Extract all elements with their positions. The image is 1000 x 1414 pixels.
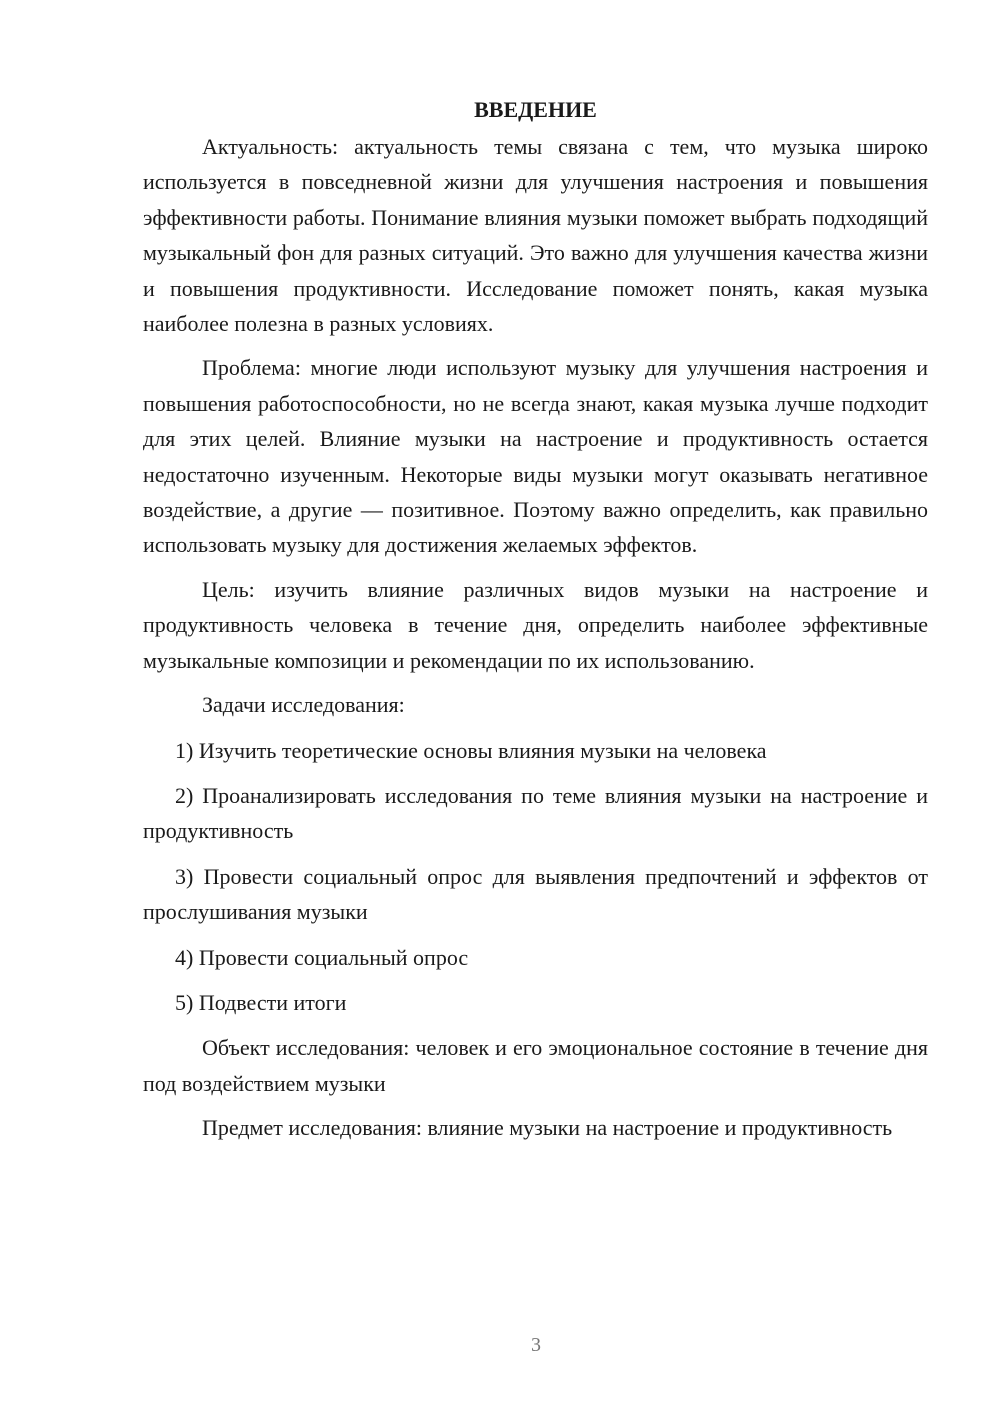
problem-paragraph: Проблема: многие люди используют музыку для улучшения настроения и повышения работоспособности, но не всегда знают, какая музыка лучше подходит для этих целей. Влияние музыки на настроение и продуктивность остается недостаточно изученным. Некоторые виды музыки могут оказывать негативное воздействие, а другие — позитивное. Поэтому важно определить, как правильно использовать музыку для достижения желаемых эффектов. [143, 355, 928, 558]
task-item-5: 5) Подвести итоги [175, 989, 347, 1015]
page-content [143, 92, 928, 1155]
task-item-2: 2) Проанализировать исследования по теме влияния музыки на настроение и продуктивность [143, 782, 928, 844]
tasks-list [143, 733, 928, 1021]
relevance-paragraph: Актуальность: актуальность темы связана с тем, что музыка широко используется в повседневной жизни для улучшения настроения и повышения эффективности работы. Понимание влияния музыки поможет выбрать подходящий музыкальный фон для разных ситуаций. Это важно для улучшения качества жизни и повышения продуктивности. Исследование поможет понять, какая музыка наиболее полезна в разных условиях. [143, 134, 928, 337]
tasks-heading: Задачи исследования: [202, 692, 405, 718]
section-heading: ВВЕДЕНИЕ [474, 97, 597, 122]
task-item-1: 1) Изучить теоретические основы влияния музыки на человека [175, 737, 767, 763]
goal-paragraph: Цель: изучить влияние различных видов музыки на настроение и продуктивность человека в течение дня, определить наиболее эффективные музыкальные композиции и рекомендации по их использованию. [143, 576, 928, 673]
subject-paragraph: Предмет исследования: влияние музыки на настроение и продуктивность [202, 1115, 893, 1141]
object-paragraph: Объект исследования: человек и его эмоциональное состояние в течение дня под воздействием музыки [143, 1035, 928, 1096]
task-item-4: 4) Провести социальный опрос [175, 944, 469, 970]
task-item-3: 3) Провести социальный опрос для выявления предпочтений и эффектов от прослушивания музыки [143, 863, 928, 925]
page-number: 3 [531, 1334, 541, 1356]
